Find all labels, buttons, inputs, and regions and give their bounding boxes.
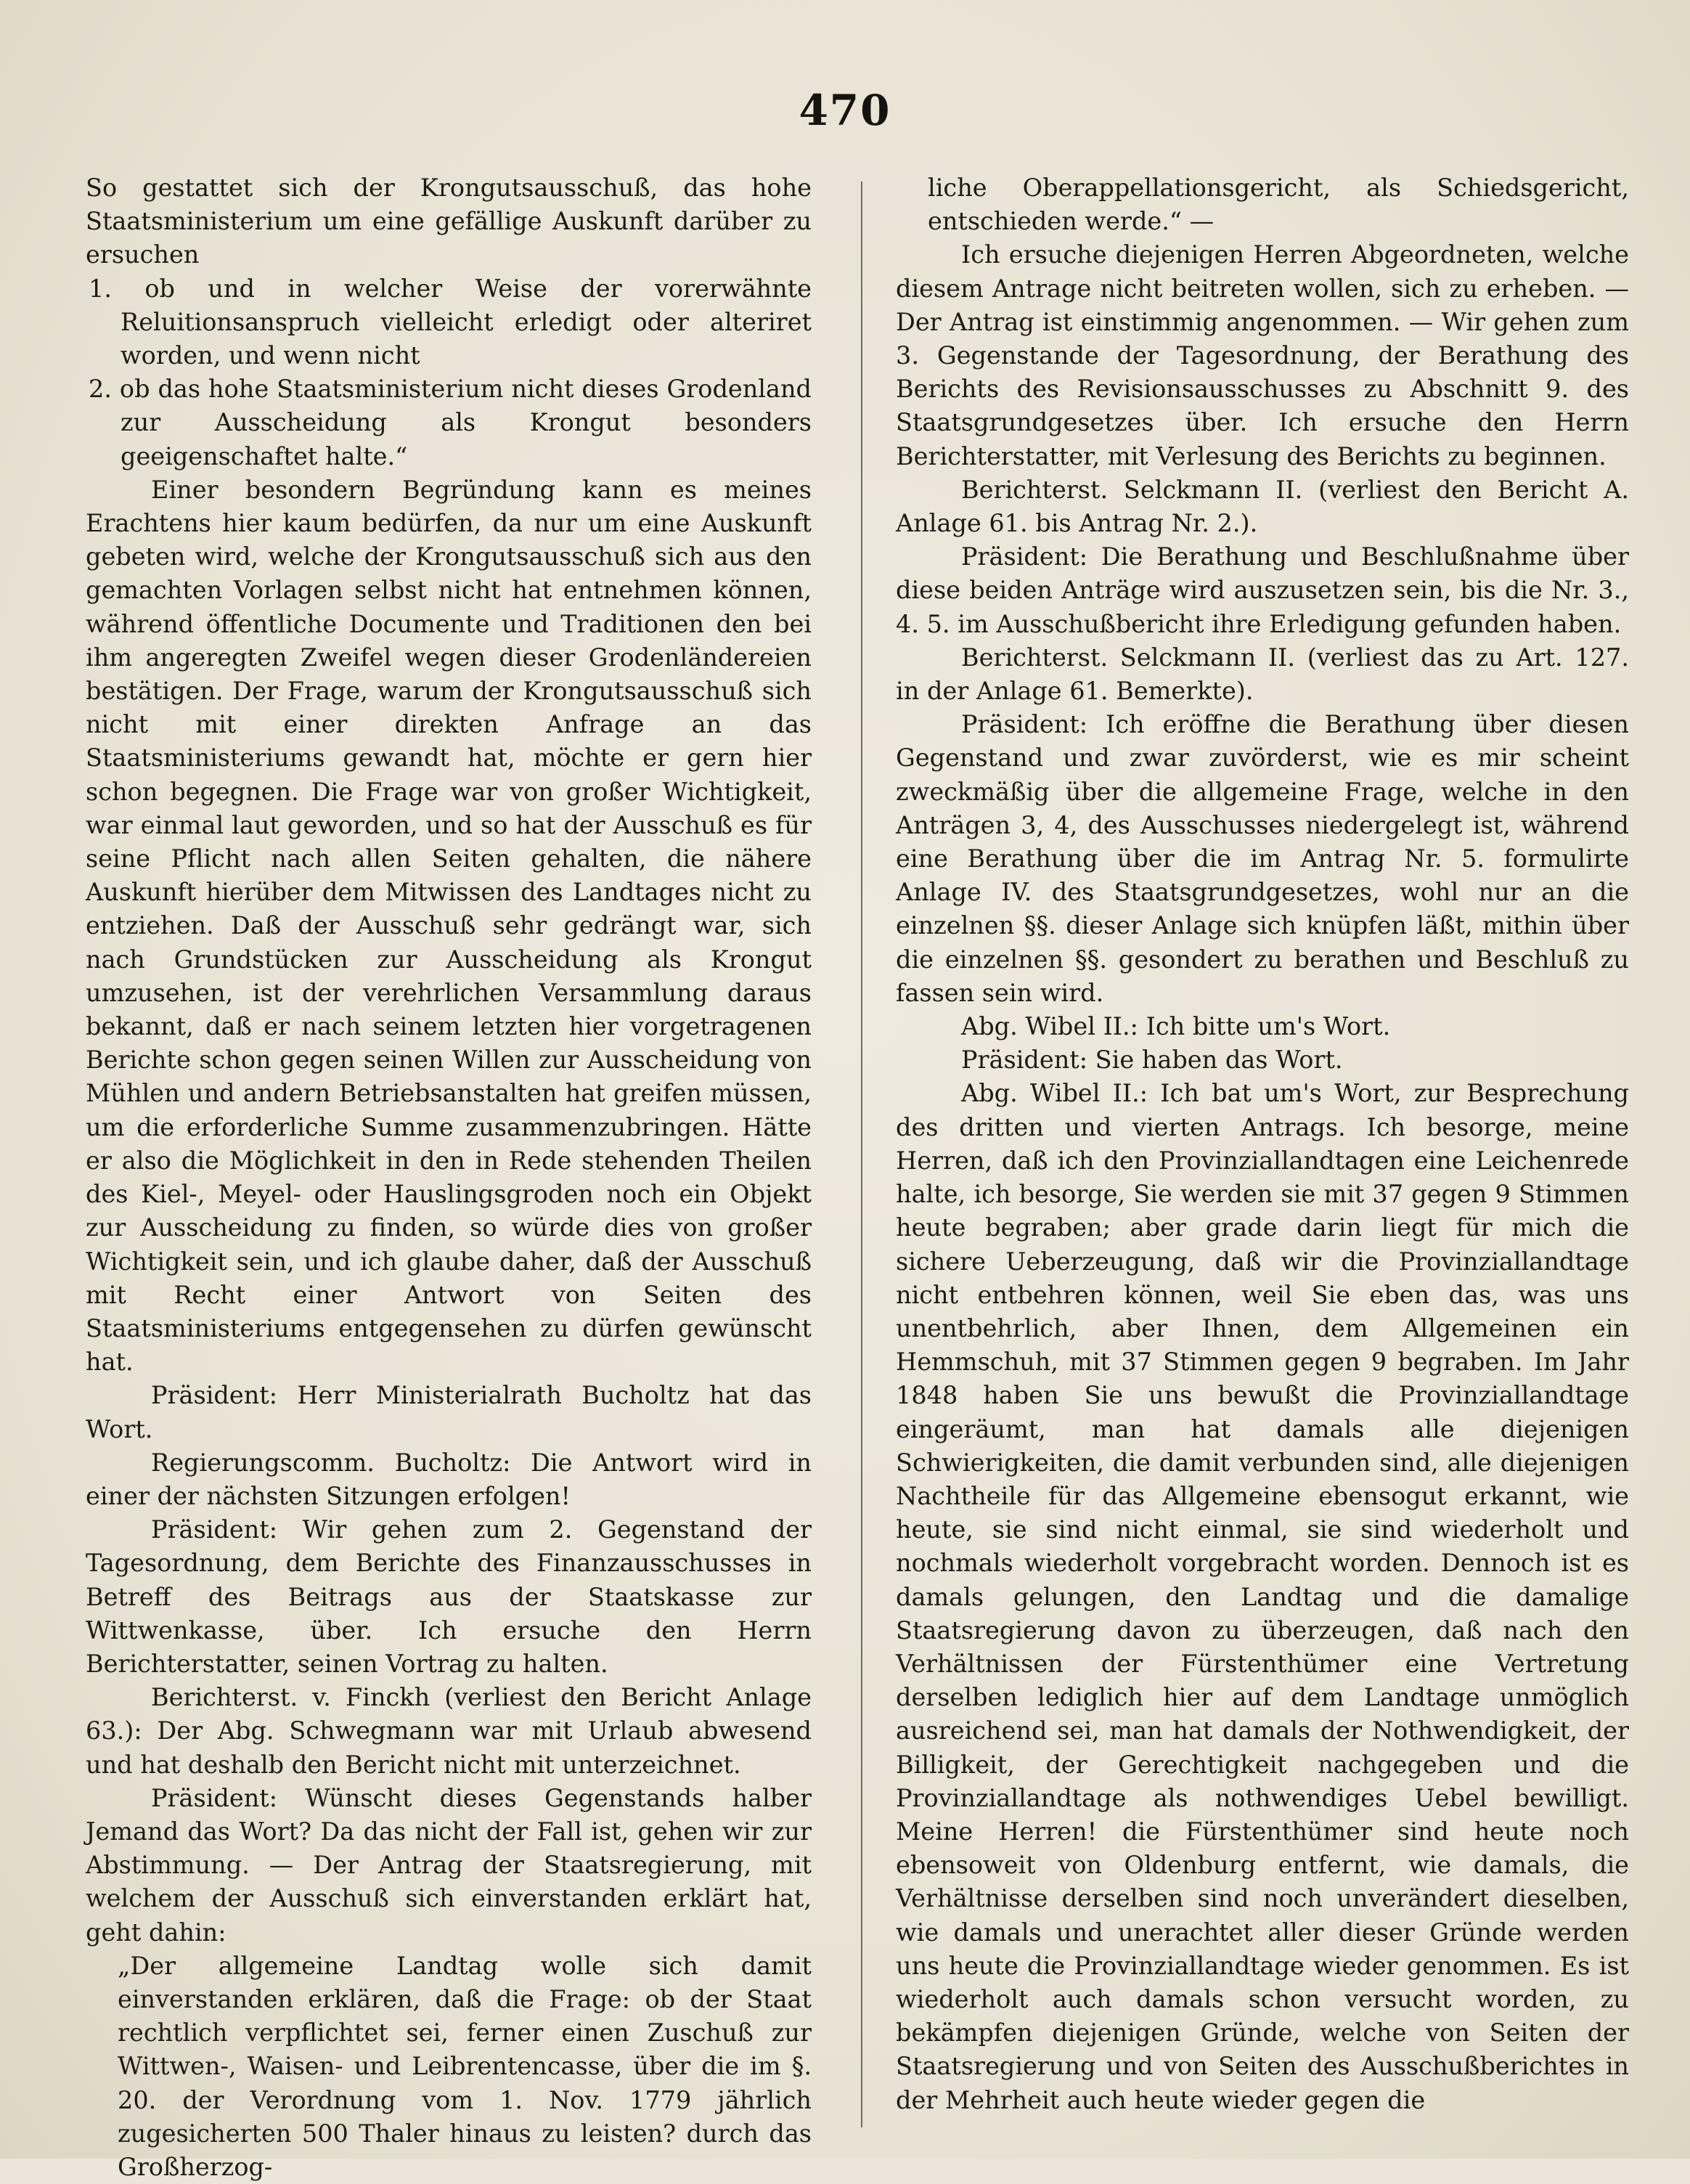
- paragraph: Regierungscomm. Bucholtz: Die Antwort wird in einer der nächsten Sitzungen erfolgen!: [86, 1448, 812, 1510]
- right-column: [896, 171, 1629, 2117]
- block-quote: liche Oberappellationsgericht, als Schiedsgericht, entschieden werde.“ —: [928, 174, 1629, 236]
- block-quote: „Der allgemeine Landtag wolle sich damit einverstanden erklären, daß die Frage: ob der Staat rechtlich verpflichtet sei, ferner einen Zuschuß zur Wittwen-, Waisen- und Leibrentencasse, über die im §. 20. der Verordnung vom 1. Nov. 1779 jährlich zugesicherten 500 Thaler hinaus zu leisten? durch das Großherzog-: [118, 1951, 812, 2181]
- list-item: 2. ob das hohe Staatsministerium nicht dieses Grodenland zur Ausscheidung als Krongut besonders geeigenschaftet halte.“: [89, 375, 812, 470]
- left-column: [86, 171, 812, 2184]
- paragraph: So gestattet sich der Krongutsausschuß, das hohe Staatsministerium um eine gefällige Auskunft darüber zu ersuchen: [86, 174, 812, 269]
- list-item: 1. ob und in welcher Weise der vorerwähnte Reluitionsanspruch vielleicht erledigt oder alteriret worden, und wenn nicht: [89, 274, 812, 370]
- paragraph: Präsident: Ich eröffne die Berathung über diesen Gegenstand und zwar zuvörderst, wie es mir scheint zweckmäßig über die allgemeine Frage, welche in den Anträgen 3, 4, des Ausschusses niedergelegt ist, während eine Berathung über die im Antrag Nr. 5. formulirte Anlage IV. des Staatsgrundgesetzes, wohl nur an die einzelnen §§. dieser Anlage sich knüpfen läßt, mithin über die einzelnen §§. gesondert zu berathen und Beschluß zu fassen sein wird.: [896, 710, 1629, 1007]
- paragraph: Abg. Wibel II.: Ich bitte um's Wort.: [961, 1012, 1391, 1041]
- paragraph: Präsident: Wünscht dieses Gegenstands halber Jemand das Wort? Da das nicht der Fall ist, gehen wir zur Abstimmung. — Der Antrag der Staatsregierung, mit welchem der Ausschuß sich einverstanden erklärt hat, geht dahin:: [86, 1783, 812, 1947]
- paragraph: Präsident: Sie haben das Wort.: [961, 1046, 1343, 1075]
- paragraph: Berichterst. v. Finckh (verliest den Bericht Anlage 63.): Der Abg. Schwegmann war mit Urlaub abwesend und hat deshalb den Bericht nicht mit unterzeichnet.: [86, 1683, 812, 1779]
- column-divider: [861, 182, 862, 2127]
- paragraph: Berichterst. Selckmann II. (verliest das zu Art. 127. in der Anlage 61. Bemerkte).: [896, 643, 1629, 706]
- paragraph: Präsident: Herr Ministerialrath Bucholtz hat das Wort.: [86, 1381, 812, 1443]
- paragraph: Präsident: Wir gehen zum 2. Gegenstand der Tagesordnung, dem Berichte des Finanzausschusses in Betreff des Beitrags aus der Staatskasse zur Wittwenkasse, über. Ich ersuche den Herrn Berichterstatter, seinen Vortrag zu halten.: [86, 1515, 812, 1678]
- paragraph: Ich ersuche diejenigen Herren Abgeordneten, welche diesem Antrage nicht beitreten wollen, sich zu erheben. — Der Antrag ist einstimmig angenommen. — Wir gehen zum 3. Gegenstande der Tagesordnung, der Berathung des Berichts des Revisionsausschusses zu Abschnitt 9. des Staatsgrundgesetzes über. Ich ersuche den Herrn Berichterstatter, mit Verlesung des Berichts zu beginnen.: [896, 240, 1629, 470]
- page-number: 470: [799, 86, 891, 135]
- paragraph: Präsident: Die Berathung und Beschlußnahme über diese beiden Anträge wird auszusetzen sein, bis die Nr. 3., 4. 5. im Ausschußbericht ihre Erledigung gefunden haben.: [896, 542, 1629, 638]
- paragraph: Berichterst. Selckmann II. (verliest den Bericht A. Anlage 61. bis Antrag Nr. 2.).: [896, 475, 1629, 538]
- paragraph: Abg. Wibel II.: Ich bat um's Wort, zur Besprechung des dritten und vierten Antrags. Ich besorge, meine Herren, daß ich den Provinziallandtagen eine Leichenrede halte, ich besorge, Sie werden sie mit 37 gegen 9 Stimmen heute begraben; aber grade darin liegt für mich die sichere Ueberzeugung, daß wir die Provinziallandtage nicht entbehren können, weil Sie eben das, was uns unentbehrlich, aber Ihnen, dem Allgemeinen ein Hemmschuh, mit 37 Stimmen gegen 9 begraben. Im Jahr 1848 haben Sie uns bewußt die Provinziallandtage eingeräumt, man hat damals alle diejenigen Schwierigkeiten, die damit verbunden sind, alle diejenigen Nachtheile für das Allgemeine ebensogut erkannt, wie heute, sie sind nicht einmal, sie sind wiederholt und nochmals wiederholt vorgebracht worden. Dennoch ist es damals gelungen, den Landtag und die damalige Staatsregierung davon zu überzeugen, daß nach den Verhältnissen der Fürstenthümer eine Vertretung derselben lediglich hier auf dem Landtage unmöglich ausreichend sei, man hat damals der Nothwendigkeit, der Billigkeit, der Gerechtigkeit nachgegeben und die Provinziallandtage als nothwendiges Uebel bewilligt. Meine Herren! die Fürstenthümer sind heute noch ebensoweit von Oldenburg entfernt, wie damals, die Verhältnisse derselben sind noch unverändert dieselben, wie damals und unerachtet aller dieser Gründe werden uns heute die Provinziallandtage wieder genommen. Es ist wiederholt auch damals schon versucht worden, zu bekämpfen diejenigen Gründe, welche von Seiten der Staatsregierung und von Seiten des Ausschußberichtes in der Mehrheit auch heute wieder gegen die: [896, 1079, 1629, 2114]
- paragraph: Einer besondern Begründung kann es meines Erachtens hier kaum bedürfen, da nur um eine Auskunft gebeten wird, welche der Krongutsausschuß sich aus den gemachten Vorlagen selbst nicht hat entnehmen können, während öffentliche Documente und Traditionen den bei ihm angeregten Zweifel wegen dieser Grodenländereien bestätigen. Der Frage, warum der Krongutsausschuß sich nicht mit einer direkten Anfrage an das Staatsministeriums gewandt hat, möchte er gern hier schon begegnen. Die Frage war von großer Wichtigkeit, war einmal laut geworden, und so hat der Ausschuß es für seine Pflicht nach allen Seiten gehalten, die nähere Auskunft hierüber dem Mitwissen des Landtages nicht zu entziehen. Daß der Ausschuß sehr gedrängt war, sich nach Grundstücken zur Ausscheidung als Krongut umzusehen, ist der verehrlichen Versammlung daraus bekannt, daß er nach seinem letzten hier vorgetragenen Berichte schon gegen seinen Willen zur Ausscheidung von Mühlen und andern Betriebsanstalten hat greifen müssen, um die erforderliche Summe zusammenzubringen. Hätte er also die Möglichkeit in den in Rede stehenden Theilen des Kiel-, Meyel- oder Hauslingsgroden noch ein Objekt zur Ausscheidung zu finden, so würde dies von großer Wichtigkeit sein, und ich glaube daher, daß der Ausschuß mit Recht einer Antwort von Seiten des Staatsministeriums entgegensehen zu dürfen gewünscht hat.: [86, 475, 812, 1377]
